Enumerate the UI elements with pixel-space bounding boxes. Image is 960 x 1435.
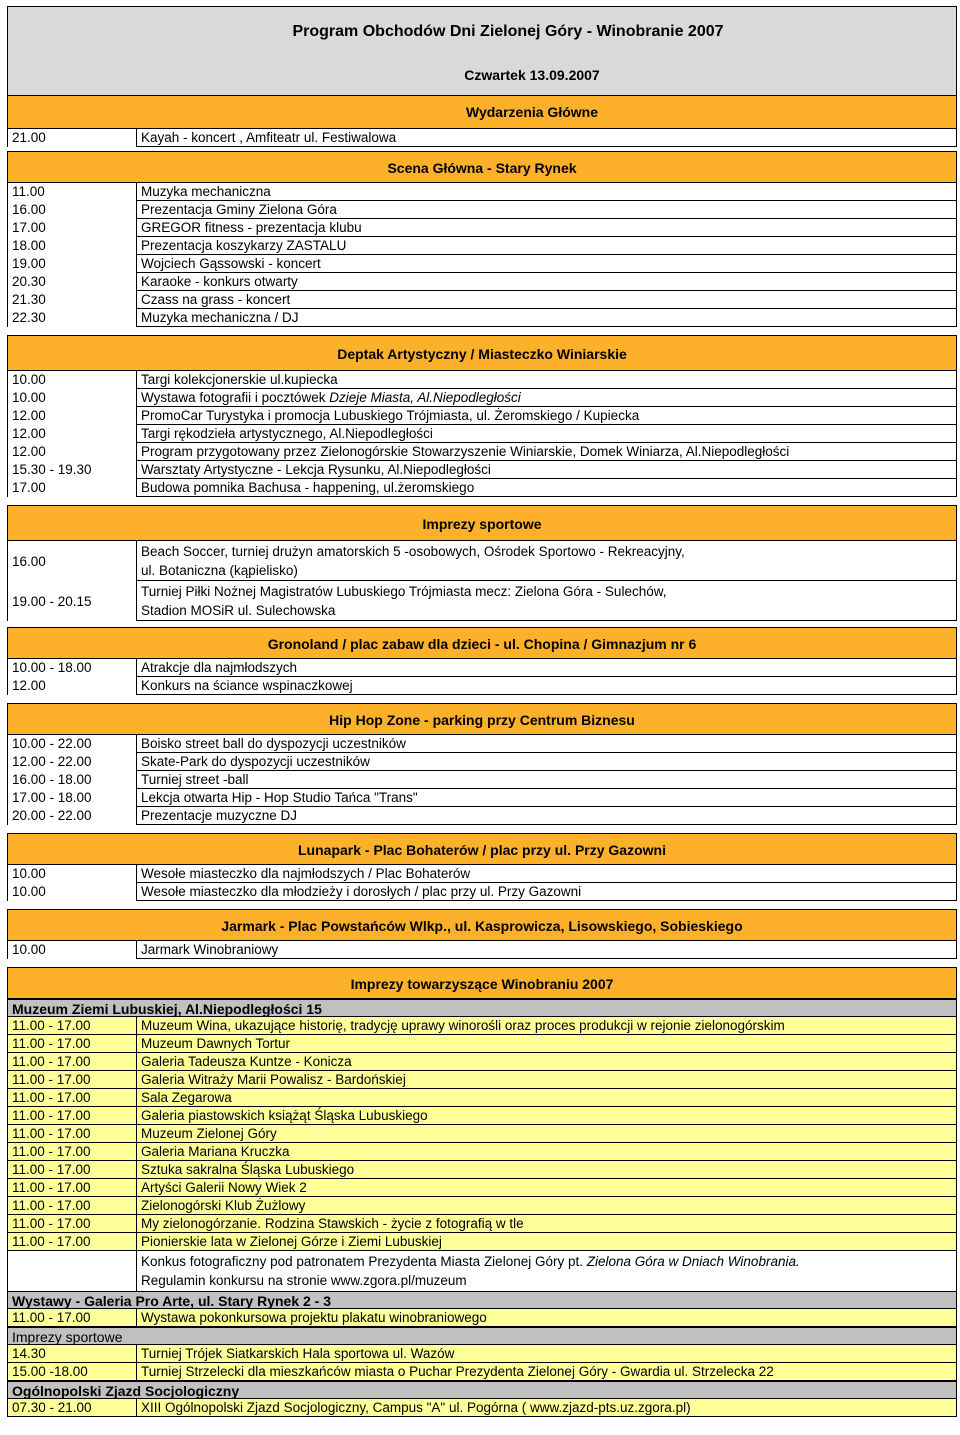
muzeum-list [7, 1017, 957, 1251]
section-lunapark: Lunapark - Plac Bohaterów / plac przy ul. Przy Gazowni [7, 833, 957, 865]
event-time: 18.00 [12, 238, 46, 253]
event-desc: Galeria Mariana Kruczka [136, 1143, 956, 1161]
event-desc: Czass na grass - koncert [136, 291, 956, 309]
table-row [8, 219, 956, 237]
event-desc: Wesołe miasteczko dla młodzieży i dorosłych / plac przy ul. Przy Gazowni [136, 883, 956, 901]
table-row [8, 1399, 956, 1417]
event-desc: Muzyka mechaniczna [136, 183, 956, 201]
sport2-list [7, 1345, 957, 1381]
table-row [8, 1233, 956, 1251]
event-time: 11.00 [12, 184, 45, 199]
lunapark-list [7, 865, 957, 901]
proarte-heading: Wystawy - Galeria Pro Arte, ul. Stary Rynek 2 - 3 [7, 1291, 957, 1309]
event-desc: Jarmark Winobraniowy [136, 941, 956, 959]
event-time: 10.00 - 22.00 [12, 736, 92, 751]
event-time: 11.00 - 17.00 [8, 1179, 136, 1197]
event-time: 14.30 [8, 1345, 136, 1363]
event-time: 20.00 - 22.00 [12, 808, 92, 823]
event-desc: Muzeum Wina, ukazujące historię, tradycję uprawy winorośli oraz proces produkcji w rejonie zielonogórskim [136, 1017, 956, 1035]
event-desc: Kayah - koncert , Amfiteatr ul. Festiwalowa [136, 129, 956, 147]
table-row [8, 865, 956, 883]
event-time: 11.00 - 17.00 [8, 1143, 136, 1161]
table-row [8, 1197, 956, 1215]
table-row [8, 789, 956, 807]
konkurs-note [7, 1251, 957, 1291]
table-row [8, 237, 956, 255]
event-time: 17.00 - 18.00 [12, 790, 92, 805]
table-row [8, 541, 956, 581]
section-hiphop: Hip Hop Zone - parking przy Centrum Biznesu [7, 703, 957, 735]
table-row [8, 581, 956, 621]
table-row [8, 1053, 956, 1071]
table-row [8, 371, 956, 389]
sport2-heading: Imprezy sportowe [7, 1327, 957, 1345]
event-time: 19.00 - 20.15 [12, 593, 92, 609]
hiphop-list [7, 735, 957, 825]
event-desc: Prezentacja Gminy Zielona Góra [136, 201, 956, 219]
event-time: 11.00 - 17.00 [8, 1215, 136, 1233]
event-time: 21.00 [12, 130, 46, 145]
event-desc: Sala Zegarowa [136, 1089, 956, 1107]
event-time: 17.00 [12, 480, 46, 495]
event-desc: XIII Ogólnopolski Zjazd Socjologiczny, Campus "A" ul. Pogórna ( www.zjazd-pts.uz.zgora.pl) [136, 1399, 956, 1417]
table-row [8, 807, 956, 825]
table-row [8, 1035, 956, 1053]
table-row [8, 309, 956, 327]
table-row [8, 425, 956, 443]
event-desc: Warsztaty Artystyczne - Lekcja Rysunku, Al.Niepodległości [136, 461, 956, 479]
page-title: Program Obchodów Dni Zielonej Góry - Winobranie 2007 [292, 23, 724, 40]
jarmark-list [7, 941, 957, 959]
table-row [8, 677, 956, 695]
event-time: 07.30 - 21.00 [8, 1399, 136, 1417]
section-gronoland: Gronoland / plac zabaw dla dzieci - ul. Chopina / Gimnazjum nr 6 [7, 627, 957, 659]
main-events-list [7, 129, 957, 147]
table-row [8, 255, 956, 273]
event-desc-line: Stadion MOSiR ul. Sulechowska [141, 603, 336, 618]
konkurs-rules: Regulamin konkursu na stronie www.zgora.pl/muzeum [141, 1273, 467, 1288]
table-row [8, 273, 956, 291]
event-time: 12.00 - 22.00 [12, 754, 92, 769]
table-row [8, 1309, 956, 1327]
table-row [8, 883, 956, 901]
table-row [8, 941, 956, 959]
table-row [8, 479, 956, 497]
event-time: 10.00 [12, 390, 46, 405]
zjazd-heading: Ogólnopolski Zjazd Socjologiczny [7, 1381, 957, 1399]
table-row [8, 1345, 956, 1363]
event-time: 11.00 - 17.00 [8, 1053, 136, 1071]
event-desc: Muzyka mechaniczna / DJ [136, 309, 956, 327]
table-row [8, 1107, 956, 1125]
table-row [8, 753, 956, 771]
event-desc: Prezentacje muzyczne DJ [136, 807, 956, 825]
event-desc-text: Wystawa fotografii i pocztówek [141, 390, 330, 405]
event-time: 11.00 - 17.00 [8, 1233, 136, 1251]
event-time: 11.00 - 17.00 [8, 1035, 136, 1053]
sport-list [7, 541, 957, 621]
event-time: 19.00 [12, 256, 46, 271]
muzeum-heading: Muzeum Ziemi Lubuskiej, Al.Niepodległości 15 [7, 999, 957, 1017]
scena-list [7, 183, 957, 327]
day-label: Czwartek 13.09.2007 [464, 67, 600, 83]
event-desc: Turniej street -ball [136, 771, 956, 789]
event-time: 10.00 [12, 884, 46, 899]
zjazd-list [7, 1399, 957, 1417]
event-time: 12.00 [12, 408, 46, 423]
event-desc: Galeria Witraży Marii Powalisz - Bardońskiej [136, 1071, 956, 1089]
event-desc [136, 581, 956, 621]
event-desc: Pionierskie lata w Zielonej Górze i Ziemi Lubuskiej [136, 1233, 956, 1251]
event-desc: Targi kolekcjonerskie ul.kupiecka [136, 371, 956, 389]
event-time: 22.30 [12, 310, 46, 325]
event-time: 12.00 [12, 426, 46, 441]
event-desc-line: Beach Soccer, turniej drużyn amatorskich 5 -osobowych, Ośrodek Sportowo - Rekreacyjny, [141, 544, 685, 559]
event-desc: Turniej Trójek Siatkarskich Hala sportowa ul. Wazów [136, 1345, 956, 1363]
event-time: 10.00 - 18.00 [12, 660, 92, 675]
event-desc: Wojciech Gąssowski - koncert [136, 255, 956, 273]
event-time: 11.00 - 17.00 [8, 1125, 136, 1143]
event-desc: My zielonogórzanie. Rodzina Stawskich - życie z fotografią w tle [136, 1215, 956, 1233]
event-desc: PromoCar Turystyka i promocja Lubuskiego Trójmiasta, ul. Żeromskiego / Kupiecka [136, 407, 956, 425]
event-time: 12.00 [12, 678, 46, 693]
table-row [8, 443, 956, 461]
section-sport: Imprezy sportowe [7, 505, 957, 541]
event-time: 17.00 [12, 220, 46, 235]
event-time: 11.00 - 17.00 [8, 1017, 136, 1035]
gronoland-list [7, 659, 957, 695]
deptak-list [7, 371, 957, 497]
table-row [8, 389, 956, 407]
table-row [8, 1161, 956, 1179]
event-desc: Program przygotowany przez Zielonogórskie Stowarzyszenie Winiarskie, Domek Winiarza, Al.Niepodległości [136, 443, 956, 461]
event-desc: Karaoke - konkurs otwarty [136, 273, 956, 291]
event-time: 20.30 [12, 274, 46, 289]
event-desc: Boisko street ball do dyspozycji uczestników [136, 735, 956, 753]
event-desc-line: Turniej Piłki Nożnej Magistratów Lubuskiego Trójmiasta mecz: Zielona Góra - Sulechów, [141, 584, 667, 599]
event-desc-line: ul. Botaniczna (kąpielisko) [141, 563, 298, 578]
event-time: 10.00 [12, 942, 46, 957]
event-time: 11.00 - 17.00 [8, 1309, 136, 1327]
event-desc [136, 389, 956, 407]
table-row [8, 461, 956, 479]
konkurs-text: Konkus fotograficzny pod patronatem Prezydenta Miasta Zielonej Góry pt. [141, 1254, 587, 1269]
section-scena: Scena Główna - Stary Rynek [7, 151, 957, 183]
event-time: 12.00 [12, 444, 46, 459]
event-time: 15.30 - 19.30 [12, 462, 92, 477]
event-desc: Artyści Galerii Nowy Wiek 2 [136, 1179, 956, 1197]
event-time: 16.00 [12, 202, 46, 217]
table-row [8, 1017, 956, 1035]
konkurs-title: Zielona Góra w Dniach Winobrania. [586, 1254, 800, 1269]
event-time: 15.00 -18.00 [8, 1363, 136, 1381]
event-desc: Muzeum Dawnych Tortur [136, 1035, 956, 1053]
event-desc: Budowa pomnika Bachusa - happening, ul.żeromskiego [136, 479, 956, 497]
event-time: 11.00 - 17.00 [8, 1107, 136, 1125]
title-block [7, 6, 957, 129]
table-row [8, 183, 956, 201]
table-row [8, 1363, 956, 1381]
event-desc: Skate-Park do dyspozycji uczestników [136, 753, 956, 771]
table-row [8, 1215, 956, 1233]
table-row [8, 1071, 956, 1089]
table-row [8, 1143, 956, 1161]
table-row [8, 1089, 956, 1107]
event-desc: Konkurs na ściance wspinaczkowej [136, 677, 956, 695]
event-desc [136, 541, 956, 581]
section-towarzyszace: Imprezy towarzyszące Winobraniu 2007 [7, 967, 957, 999]
schedule-sheet [7, 6, 957, 1423]
event-time: 11.00 - 17.00 [8, 1161, 136, 1179]
table-row [8, 771, 956, 789]
event-desc: Zielonogórski Klub Żużlowy [136, 1197, 956, 1215]
table-row [8, 129, 956, 147]
event-time: 10.00 [12, 372, 46, 387]
event-desc: GREGOR fitness - prezentacja klubu [136, 219, 956, 237]
table-row [8, 407, 956, 425]
section-main-events: Wydarzenia Główne [8, 95, 956, 128]
table-row [8, 659, 956, 677]
event-desc: Muzeum Zielonej Góry [136, 1125, 956, 1143]
table-row [8, 1179, 956, 1197]
event-time: 16.00 [12, 553, 46, 569]
table-row [8, 201, 956, 219]
table-row [8, 291, 956, 309]
event-desc: Galeria Tadeusza Kuntze - Konicza [136, 1053, 956, 1071]
event-desc: Wesołe miasteczko dla najmłodszych / Plac Bohaterów [136, 865, 956, 883]
event-time: 11.00 - 17.00 [8, 1089, 136, 1107]
section-deptak: Deptak Artystyczny / Miasteczko Winiarskie [7, 335, 957, 371]
event-desc: Prezentacja koszykarzy ZASTALU [136, 237, 956, 255]
event-time: 10.00 [12, 866, 46, 881]
proarte-list [7, 1309, 957, 1327]
section-jarmark: Jarmark - Plac Powstańców Wlkp., ul. Kasprowicza, Lisowskiego, Sobieskiego [7, 909, 957, 941]
event-time: 11.00 - 17.00 [8, 1197, 136, 1215]
event-desc: Wystawa pokonkursowa projektu plakatu winobraniowego [136, 1309, 956, 1327]
event-time: 16.00 - 18.00 [12, 772, 92, 787]
event-time: 11.00 - 17.00 [8, 1071, 136, 1089]
event-desc: Turniej Strzelecki dla mieszkańców miasta o Puchar Prezydenta Zielonej Góry - Gwardia ul. Strzelecka 22 [136, 1363, 956, 1381]
event-desc-italic: Dzieje Miasta, Al.Niepodległości [329, 390, 521, 405]
event-time: 21.30 [12, 292, 46, 307]
table-row [8, 735, 956, 753]
event-desc: Sztuka sakralna Śląska Lubuskiego [136, 1161, 956, 1179]
event-desc: Lekcja otwarta Hip - Hop Studio Tańca "Trans" [136, 789, 956, 807]
event-desc: Targi rękodzieła artystycznego, Al.Niepodległości [136, 425, 956, 443]
event-desc: Galeria piastowskich książąt Śląska Lubuskiego [136, 1107, 956, 1125]
event-desc: Atrakcje dla najmłodszych [136, 659, 956, 677]
table-row [8, 1125, 956, 1143]
